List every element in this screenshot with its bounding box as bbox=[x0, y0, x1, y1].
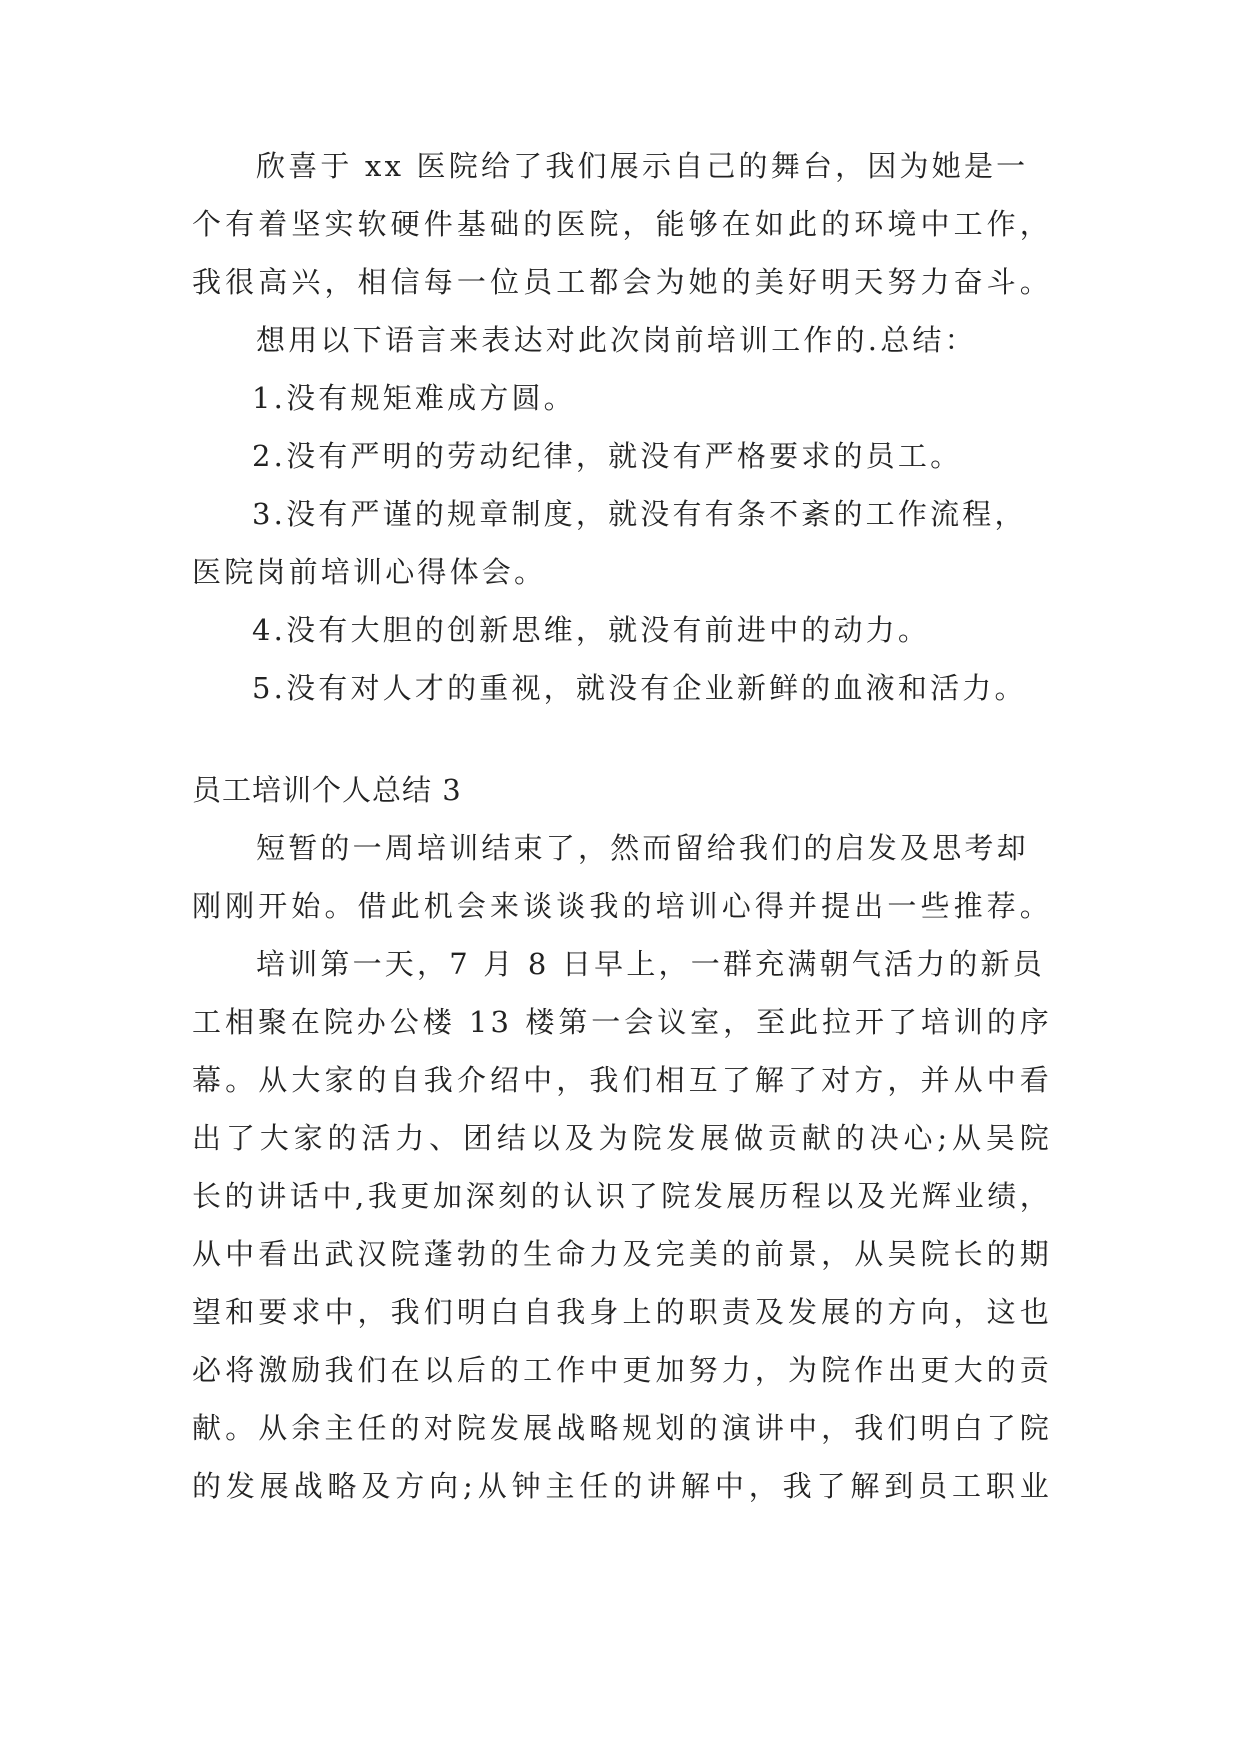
paragraph-line: 必将激励我们在以后的工作中更加努力，为院作出更大的贡 bbox=[192, 1353, 1052, 1387]
list-item-continuation: 医院岗前培训心得体会。 bbox=[192, 555, 547, 589]
paragraph-line: 望和要求中，我们明白自我身上的职责及发展的方向，这也 bbox=[192, 1295, 1052, 1329]
paragraph-line: 长的讲话中,我更加深刻的认识了院发展历程以及光辉业绩， bbox=[192, 1179, 1052, 1213]
paragraph-line: 工相聚在院办公楼 13 楼第一会议室，至此拉开了培训的序 bbox=[192, 1005, 1052, 1039]
list-item: 4.没有大胆的创新思维，就没有前进中的动力。 bbox=[252, 613, 931, 647]
paragraph-line: 刚刚开始。借此机会来谈谈我的培训心得并提出一些推荐。 bbox=[192, 889, 1052, 923]
section-heading: 员工培训个人总结 3 bbox=[192, 773, 462, 807]
paragraph-line: 的发展战略及方向;从钟主任的讲解中，我了解到员工职业 bbox=[192, 1469, 1052, 1503]
paragraph-line: 出了大家的活力、团结以及为院发展做贡献的决心;从吴院 bbox=[192, 1121, 1052, 1155]
list-item: 5.没有对人才的重视，就没有企业新鲜的血液和活力。 bbox=[252, 671, 1027, 705]
list-item: 3.没有严谨的规章制度，就没有有条不紊的工作流程， bbox=[252, 497, 1027, 531]
paragraph-line: 我很高兴，相信每一位员工都会为她的美好明天努力奋斗。 bbox=[192, 265, 1052, 299]
paragraph-line: 幕。从大家的自我介绍中，我们相互了解了对方，并从中看 bbox=[192, 1063, 1052, 1097]
paragraph-line: 献。从余主任的对院发展战略规划的演讲中，我们明白了院 bbox=[192, 1411, 1052, 1445]
paragraph-line: 培训第一天，7 月 8 日早上，一群充满朝气活力的新员 bbox=[256, 947, 1045, 981]
paragraph-line: 欣喜于 xx 医院给了我们展示自己的舞台，因为她是一 bbox=[256, 149, 1029, 183]
paragraph-line: 个有着坚实软硬件基础的医院，能够在如此的环境中工作， bbox=[192, 207, 1052, 241]
paragraph-line: 短暂的一周培训结束了，然而留给我们的启发及思考却 bbox=[256, 831, 1029, 865]
list-item: 1.没有规矩难成方圆。 bbox=[252, 381, 576, 415]
list-item: 2.没有严明的劳动纪律，就没有严格要求的员工。 bbox=[252, 439, 963, 473]
paragraph-line: 想用以下语言来表达对此次岗前培训工作的.总结： bbox=[256, 323, 977, 357]
paragraph-line: 从中看出武汉院蓬勃的生命力及完美的前景，从吴院长的期 bbox=[192, 1237, 1052, 1271]
